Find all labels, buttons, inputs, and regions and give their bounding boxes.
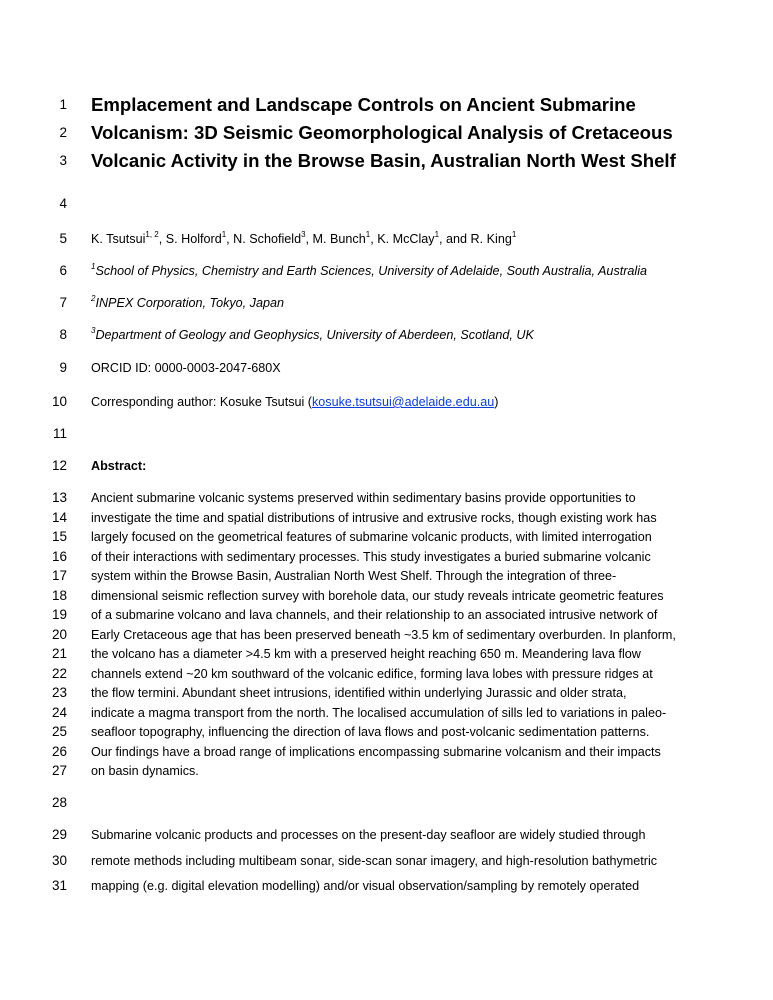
line-number: 11 xyxy=(52,426,67,441)
affiliation-marker: 1 xyxy=(511,229,517,239)
line-number: 5 xyxy=(59,231,67,246)
author-name: N. Schofield xyxy=(233,232,302,246)
orcid-line: ORCID ID: 0000-0003-2047-680X xyxy=(91,361,281,375)
author-name: S. Holford xyxy=(165,232,222,246)
author-name: K. Tsutsui xyxy=(91,232,146,246)
abstract-line: dimensional seismic reflection survey with borehole data, our study reveals intricate geometric features xyxy=(91,588,664,603)
author-separator: , xyxy=(370,232,378,246)
abstract-line: system within the Browse Basin, Australian North West Shelf. Through the integration of three- xyxy=(91,569,617,583)
email-link[interactable]: kosuke.tsutsui@adelaide.edu.au xyxy=(311,395,495,409)
abstract-line: the volcano has a diameter >4.5 km with a preserved height reaching 650 m. Meandering lava flow xyxy=(91,647,641,661)
affiliation-marker: 1 xyxy=(221,229,227,239)
line-number: 30 xyxy=(51,853,67,868)
abstract-line: Our findings have a broad range of implications encompassing submarine volcanism and their impacts xyxy=(91,744,661,759)
line-number: 9 xyxy=(59,360,67,375)
abstract-line: Ancient submarine volcanic systems preserved within sedimentary basins provide opportunities to xyxy=(91,491,636,505)
affiliation-marker: 1 xyxy=(365,229,371,239)
affiliation-text: Department of Geology and Geophysics, University of Aberdeen, Scotland, UK xyxy=(95,328,534,342)
affiliation-marker: 1 xyxy=(434,229,440,239)
line-number: 20 xyxy=(51,626,67,642)
abstract-line: seafloor topography, influencing the direction of lava flows and post-volcanic sedimentation patterns. xyxy=(91,725,650,739)
affiliation-marker: 2 xyxy=(91,293,96,303)
abstract-line: the flow termini. Abundant sheet intrusions, identified within underlying Jurassic and older strata, xyxy=(91,686,627,700)
corresponding-author xyxy=(91,394,759,410)
author-separator: , xyxy=(305,232,313,246)
line-number: 27 xyxy=(51,763,67,778)
line-number: 29 xyxy=(51,827,67,842)
abstract-line: investigate the time and spatial distributions of intrusive and extrusive rocks, though existing work has xyxy=(91,510,657,525)
abstract-line: channels extend ~20 km southward of the volcanic edifice, forming lava lobes with pressure ridges at xyxy=(91,666,653,681)
author-name: M. Bunch xyxy=(312,232,366,246)
line-number: 14 xyxy=(51,509,67,525)
line-number: 12 xyxy=(51,458,67,473)
body-line: mapping (e.g. digital elevation modelling) and/or visual observation/sampling by remotely operated xyxy=(91,879,640,893)
affiliation-marker: 3 xyxy=(301,229,306,239)
affiliation-marker: 1 xyxy=(91,261,96,271)
line-number: 28 xyxy=(51,795,67,810)
affiliation-marker: 1, 2 xyxy=(145,229,159,239)
abstract-line: indicate a magma transport from the north. The localised accumulation of sills led to variations in paleo- xyxy=(91,705,667,720)
line-number: 1 xyxy=(59,97,67,112)
abstract-line: largely focused on the geometrical features of submarine volcanic products, with limited interrogation xyxy=(91,530,652,544)
line-number: 13 xyxy=(51,490,67,505)
author-name: K. McClay xyxy=(377,232,435,246)
author-list xyxy=(91,231,759,247)
line-number: 2 xyxy=(59,125,67,140)
author-separator: , xyxy=(158,232,166,246)
abstract-line: on basin dynamics. xyxy=(91,764,199,778)
affiliation-text: School of Physics, Chemistry and Earth Sciences, University of Adelaide, South Australia, Australia xyxy=(95,264,648,278)
line-number: 15 xyxy=(51,529,67,544)
title-line-1: Emplacement and Landscape Controls on Ancient Submarine xyxy=(91,94,636,115)
line-number: 8 xyxy=(59,327,67,342)
line-number: 19 xyxy=(51,607,67,622)
corresponding-label: Corresponding author: Kosuke Tsutsui ( xyxy=(91,395,312,409)
affiliation-2 xyxy=(91,295,759,311)
line-number: 6 xyxy=(59,263,67,278)
abstract-heading: Abstract: xyxy=(91,459,147,473)
affiliation-1 xyxy=(91,263,759,279)
body-line: Submarine volcanic products and processes on the present-day seafloor are widely studied through xyxy=(91,828,646,842)
title-line-2: Volcanism: 3D Seismic Geomorphological Analysis of Cretaceous xyxy=(91,122,673,143)
author-name: R. King xyxy=(470,232,512,246)
line-number: 26 xyxy=(51,743,67,759)
line-number: 7 xyxy=(59,295,67,310)
line-number: 3 xyxy=(59,153,67,168)
line-number: 18 xyxy=(51,587,67,603)
title-line-3: Volcanic Activity in the Browse Basin, Australian North West Shelf xyxy=(91,150,676,171)
line-number: 25 xyxy=(51,724,67,739)
line-number: 10 xyxy=(51,394,67,409)
affiliation-marker: 3 xyxy=(91,325,96,335)
line-number: 16 xyxy=(51,548,67,564)
author-separator: , xyxy=(226,232,234,246)
line-number: 24 xyxy=(51,704,67,720)
line-number: 23 xyxy=(51,685,67,700)
line-number: 4 xyxy=(59,196,67,211)
corresponding-suffix: ) xyxy=(494,395,499,409)
line-number: 31 xyxy=(51,878,67,893)
line-number: 17 xyxy=(51,568,67,583)
body-line: remote methods including multibeam sonar, side-scan sonar imagery, and high-resolution bathymetric xyxy=(91,854,658,868)
line-number: 22 xyxy=(51,665,67,681)
abstract-line: Early Cretaceous age that has been preserved beneath ~3.5 km of sedimentary overburden. In planform, xyxy=(91,627,676,642)
line-number: 21 xyxy=(51,646,67,661)
affiliation-text: INPEX Corporation, Tokyo, Japan xyxy=(95,296,284,310)
affiliation-3 xyxy=(91,327,759,343)
abstract-line: of their interactions with sedimentary processes. This study investigates a buried submarine volcanic xyxy=(91,549,651,564)
author-separator: , and xyxy=(439,232,471,246)
abstract-line: of a submarine volcano and lava channels, and their relationship to an associated intrusive network of xyxy=(91,608,658,622)
